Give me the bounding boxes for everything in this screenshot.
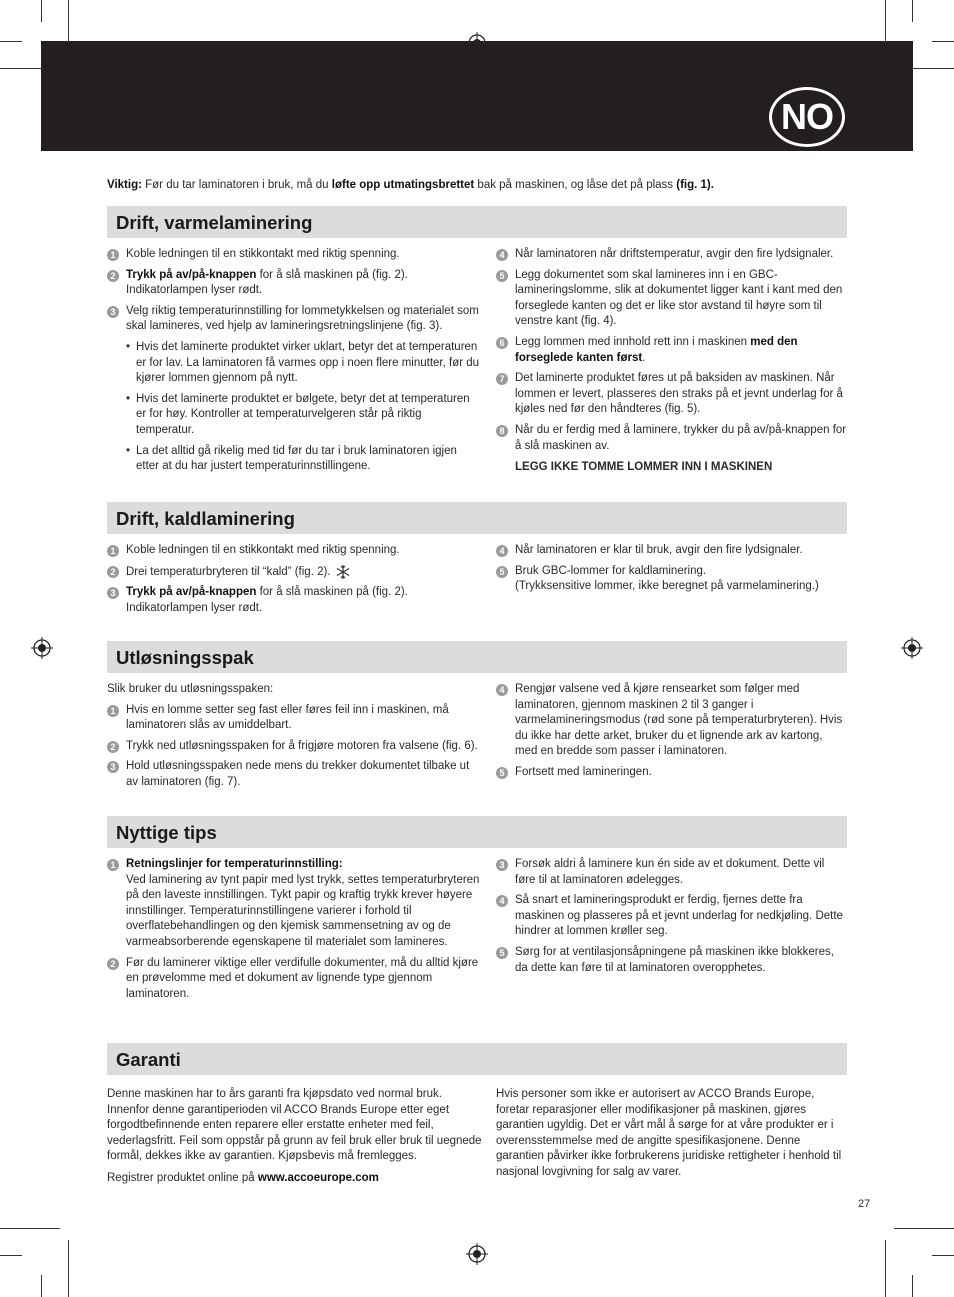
item-text: Drei temperaturbryteren til “kald” (fig. 2).	[126, 565, 331, 578]
step-number: 4	[496, 545, 508, 557]
item-text: Fortsett med lamineringen.	[515, 765, 652, 778]
item-text: Trykk ned utløsningsspaken for å frigjøre motoren fra valsene (fig. 6).	[126, 739, 478, 752]
section-useful-tips	[107, 816, 847, 1007]
crop-mark	[912, 1275, 913, 1297]
item-text: for å slå maskinen på (fig. 2).	[256, 586, 408, 599]
list-item	[107, 956, 482, 1003]
intro-bold: løfte opp utmatingsbrettet	[331, 179, 475, 191]
step-number: 1	[107, 859, 119, 871]
list-item	[107, 585, 482, 616]
bullet: •	[126, 340, 131, 353]
item-text-end: .	[642, 351, 646, 364]
item-text: Rengjør valsene ved å kjøre rensearket som følger med laminatoren, gjennom maskinen 2 til 3 ganger i varmelamineringsmodus (rød sone på temperaturbryteren). Hvis du ikke har dette arket, bruker du et lignende ark av kartong, med en bredde som passer i laminatoren.	[515, 683, 843, 758]
list-item	[107, 857, 482, 951]
bullet-item	[107, 444, 482, 475]
left-column	[107, 682, 496, 796]
step-number: 5	[496, 767, 508, 779]
list-item	[496, 945, 847, 976]
list-item	[107, 739, 482, 755]
intro-text: Før du tar laminatoren i bruk, må du	[141, 179, 332, 191]
right-column	[496, 1087, 847, 1192]
bullet-text: Hvis det laminerte produktet er bølgete, betyr det at temperaturen er for høy. Kontroller at temperaturvelgeren står på riktig temperatur.	[136, 392, 470, 436]
step-number: 1	[107, 545, 119, 557]
crop-mark	[894, 1228, 954, 1229]
step-number: 2	[107, 270, 119, 282]
item-bold: Retningslinjer for temperaturinnstilling:	[126, 858, 343, 870]
registration-mark-icon	[466, 1243, 488, 1265]
section-cold-lamination	[107, 502, 847, 621]
register-line	[107, 1171, 482, 1187]
bullet-item	[107, 392, 482, 439]
step-number: 1	[107, 249, 119, 261]
item-text: Hvis en lomme setter seg fast eller føres feil inn i maskinen, må laminatoren slås av umiddelbart.	[126, 703, 449, 732]
warranty-paragraph: Hvis personer som ikke er autorisert av ACCO Brands Europe, foretar reparasjoner eller modifikasjoner på maskinen, gjøres garantien ugyldig. Det er vårt mål å sørge for at våre produkter er i overensstemmelse med de angitte spesifikasjonene. Denne garantien påvirker ikke forbrukerens juridiske rettigheter i henhold til nasjonal lovgivning for salg av varer.	[496, 1088, 842, 1178]
crop-mark	[932, 41, 954, 42]
item-text: Koble ledningen til en stikkontakt med riktig spenning.	[126, 248, 400, 260]
list-item	[107, 304, 482, 335]
crop-mark	[932, 1255, 954, 1256]
section-warranty	[107, 1043, 847, 1192]
list-item	[496, 564, 847, 595]
item-text: for å slå maskinen på (fig. 2).	[256, 268, 408, 281]
item-text: Hold utløsningsspaken nede mens du trekker dokumentet tilbake ut av laminatoren (fig. 7).	[126, 760, 470, 788]
section-title: Drift, kaldlaminering	[107, 502, 847, 534]
step-number: 3	[107, 761, 119, 773]
crop-mark	[912, 0, 913, 22]
step-number: 1	[107, 705, 119, 717]
warning-text: LEGG IKKE TOMME LOMMER INN I MASKINEN	[515, 461, 773, 474]
right-column	[496, 682, 847, 796]
item-text: Forsøk aldri å laminere kun én side av et dokument. Dette vil føre til at laminatoren ødelegges.	[515, 858, 825, 886]
intro-notice	[107, 178, 847, 192]
right-column	[496, 857, 847, 1007]
step-number: 6	[496, 337, 508, 349]
crop-mark	[41, 0, 42, 22]
step-number: 3	[107, 306, 119, 318]
step-number: 3	[496, 859, 508, 871]
list-item	[107, 247, 482, 263]
list-item	[496, 543, 847, 559]
step-number: 7	[496, 373, 508, 385]
list-item	[107, 268, 482, 299]
step-number: 3	[107, 587, 119, 599]
item-text-line2: Indikatorlampen lyser rødt.	[126, 601, 263, 614]
item-text: Når laminatoren når driftstemperatur, avgir den fire lydsignaler.	[515, 248, 834, 260]
left-column	[107, 1087, 496, 1192]
section-title: Utløsningsspak	[107, 641, 847, 673]
item-bold: med den forseglede kanten først	[515, 335, 798, 364]
bullet: •	[126, 444, 131, 457]
item-text: Velg riktig temperaturinnstilling for lommetykkelsen og materialet som skal lamineres, ved hjelp av lamineringsretningslinjene (fig. 3).	[126, 304, 479, 333]
item-text: Ved laminering av tynt papir med lyst trykk, settes temperaturbryteren på den laveste innstillingen. Tykt papir og kraftig trykk krever høyere innstillinger. Temperaturinnstillingene varierer i forhold til overflatebehandlingen og den kjemisk sammensetning av og de varmeabsorberende egenskapene til materialet som lamineres.	[126, 873, 480, 948]
list-item	[107, 564, 482, 581]
snowflake-icon	[335, 564, 351, 580]
list-item	[496, 423, 847, 454]
warranty-paragraph: Denne maskinen har to års garanti fra kjøpsdato ved normal bruk. Innenfor denne garantiperioden vil ACCO Brands Europe etter eget forgodtbefinnende enten reparere eller erstatte enheter med feil, vederlagsfritt. Feil som oppstår på grunn av feil bruk eller bruk til uegnede formål, dekkes ikke av garantien. Kjøpsbevis må fremlegges.	[107, 1088, 482, 1163]
step-number: 4	[496, 249, 508, 261]
crop-mark	[0, 1228, 60, 1229]
section-title: Nyttige tips	[107, 816, 847, 848]
list-item	[107, 759, 482, 790]
step-number: 5	[496, 947, 508, 959]
item-text: Legg lommen med innhold rett inn i maskinen	[515, 335, 751, 348]
list-item	[496, 371, 847, 418]
item-text: Før du laminerer viktige eller verdifulle dokumenter, må du alltid kjøre en prøvelomme med et dokument av lignende type gjennom laminatoren.	[126, 956, 479, 1000]
list-item	[496, 765, 847, 781]
crop-mark	[0, 1255, 22, 1256]
registration-mark-icon	[31, 637, 53, 659]
step-number: 2	[107, 958, 119, 970]
list-item	[496, 247, 847, 263]
crop-mark	[41, 1275, 42, 1297]
bullet-text: La det alltid gå rikelig med tid før du tar i bruk laminatoren igjen etter at du har justert temperaturinnstillingene.	[136, 444, 457, 473]
section-release-lever	[107, 641, 847, 796]
crop-mark	[68, 1240, 69, 1297]
language-badge: NO	[769, 87, 845, 147]
right-column	[496, 543, 847, 621]
register-text: Registrer produktet online på	[107, 1171, 258, 1184]
list-item	[107, 703, 482, 734]
item-text: Når du er ferdig med å laminere, trykker du på av/på-knappen for å slå maskinen av.	[515, 423, 847, 452]
step-number: 5	[496, 270, 508, 282]
list-item	[496, 893, 847, 940]
registration-mark-icon	[901, 637, 923, 659]
item-text: Så snart et lamineringsprodukt er ferdig, fjernes dette fra maskinen og plasseres på et jevnt underlag for nedkjøling. Dette hindrer at lommen krøller seg.	[515, 894, 843, 938]
left-column	[107, 543, 496, 621]
step-number: 4	[496, 895, 508, 907]
item-bold: Trykk på av/på-knappen	[126, 268, 257, 281]
intro-label: Viktig:	[107, 179, 142, 191]
item-text: Koble ledningen til en stikkontakt med riktig spenning.	[126, 544, 400, 556]
left-column	[107, 247, 496, 480]
step-number: 2	[107, 566, 119, 578]
list-item	[107, 543, 482, 559]
intro-fig: (fig. 1).	[676, 179, 714, 191]
bullet-text: Hvis det laminerte produktet virker uklart, betyr det at temperaturen er for lav. La laminatoren få varmes opp i noen flere minutter, før du kjører lommen gjennom på nytt.	[136, 340, 480, 385]
item-text-line2: (Trykksensitive lommer, ikke beregnet på varmelaminering.)	[515, 580, 819, 593]
page-number: 27	[858, 1198, 871, 1210]
step-number: 2	[107, 741, 119, 753]
section-intro: Slik bruker du utløsningsspaken:	[107, 683, 274, 695]
list-item	[496, 268, 847, 330]
crop-mark	[0, 41, 22, 42]
section-hot-lamination	[107, 206, 847, 480]
item-text: Bruk GBC-lommer for kaldlaminering.	[515, 564, 707, 577]
item-text: Når laminatoren er klar til bruk, avgir den fire lydsignaler.	[515, 544, 803, 556]
item-text: Det laminerte produktet føres ut på baksiden av maskinen. Når lommen er levert, plasseres den straks på et jevnt underlag for å kjøles ned før den håndteres (fig. 5).	[515, 372, 843, 416]
right-column	[496, 247, 847, 480]
list-item	[496, 857, 847, 888]
step-number: 8	[496, 425, 508, 437]
list-item	[496, 682, 847, 760]
step-number: 4	[496, 684, 508, 696]
step-number: 5	[496, 566, 508, 578]
section-title: Garanti	[107, 1043, 847, 1075]
website-link[interactable]: www.accoeurope.com	[257, 1171, 379, 1184]
list-item	[496, 335, 847, 366]
left-column	[107, 857, 496, 1007]
intro-text-2: bak på maskinen, og låse det på plass	[474, 179, 677, 191]
item-text-line2: Indikatorlampen lyser rødt.	[126, 284, 263, 297]
section-title: Drift, varmelaminering	[107, 206, 847, 238]
crop-mark	[885, 1240, 886, 1297]
bullet: •	[126, 392, 131, 405]
bullet-item	[107, 340, 482, 387]
item-text: Sørg for at ventilasjonsåpningene på maskinen ikke blokkeres, da dette kan føre til at laminatoren overopphetes.	[515, 945, 834, 974]
item-bold: Trykk på av/på-knappen	[126, 586, 257, 599]
item-text: Legg dokumentet som skal lamineres inn i en GBC-lamineringslomme, slik at dokumentet ligger kant i kant med den forseglede kanten og det er like stor avstand til høyre som til venstre kant (fig. 4).	[515, 268, 843, 328]
